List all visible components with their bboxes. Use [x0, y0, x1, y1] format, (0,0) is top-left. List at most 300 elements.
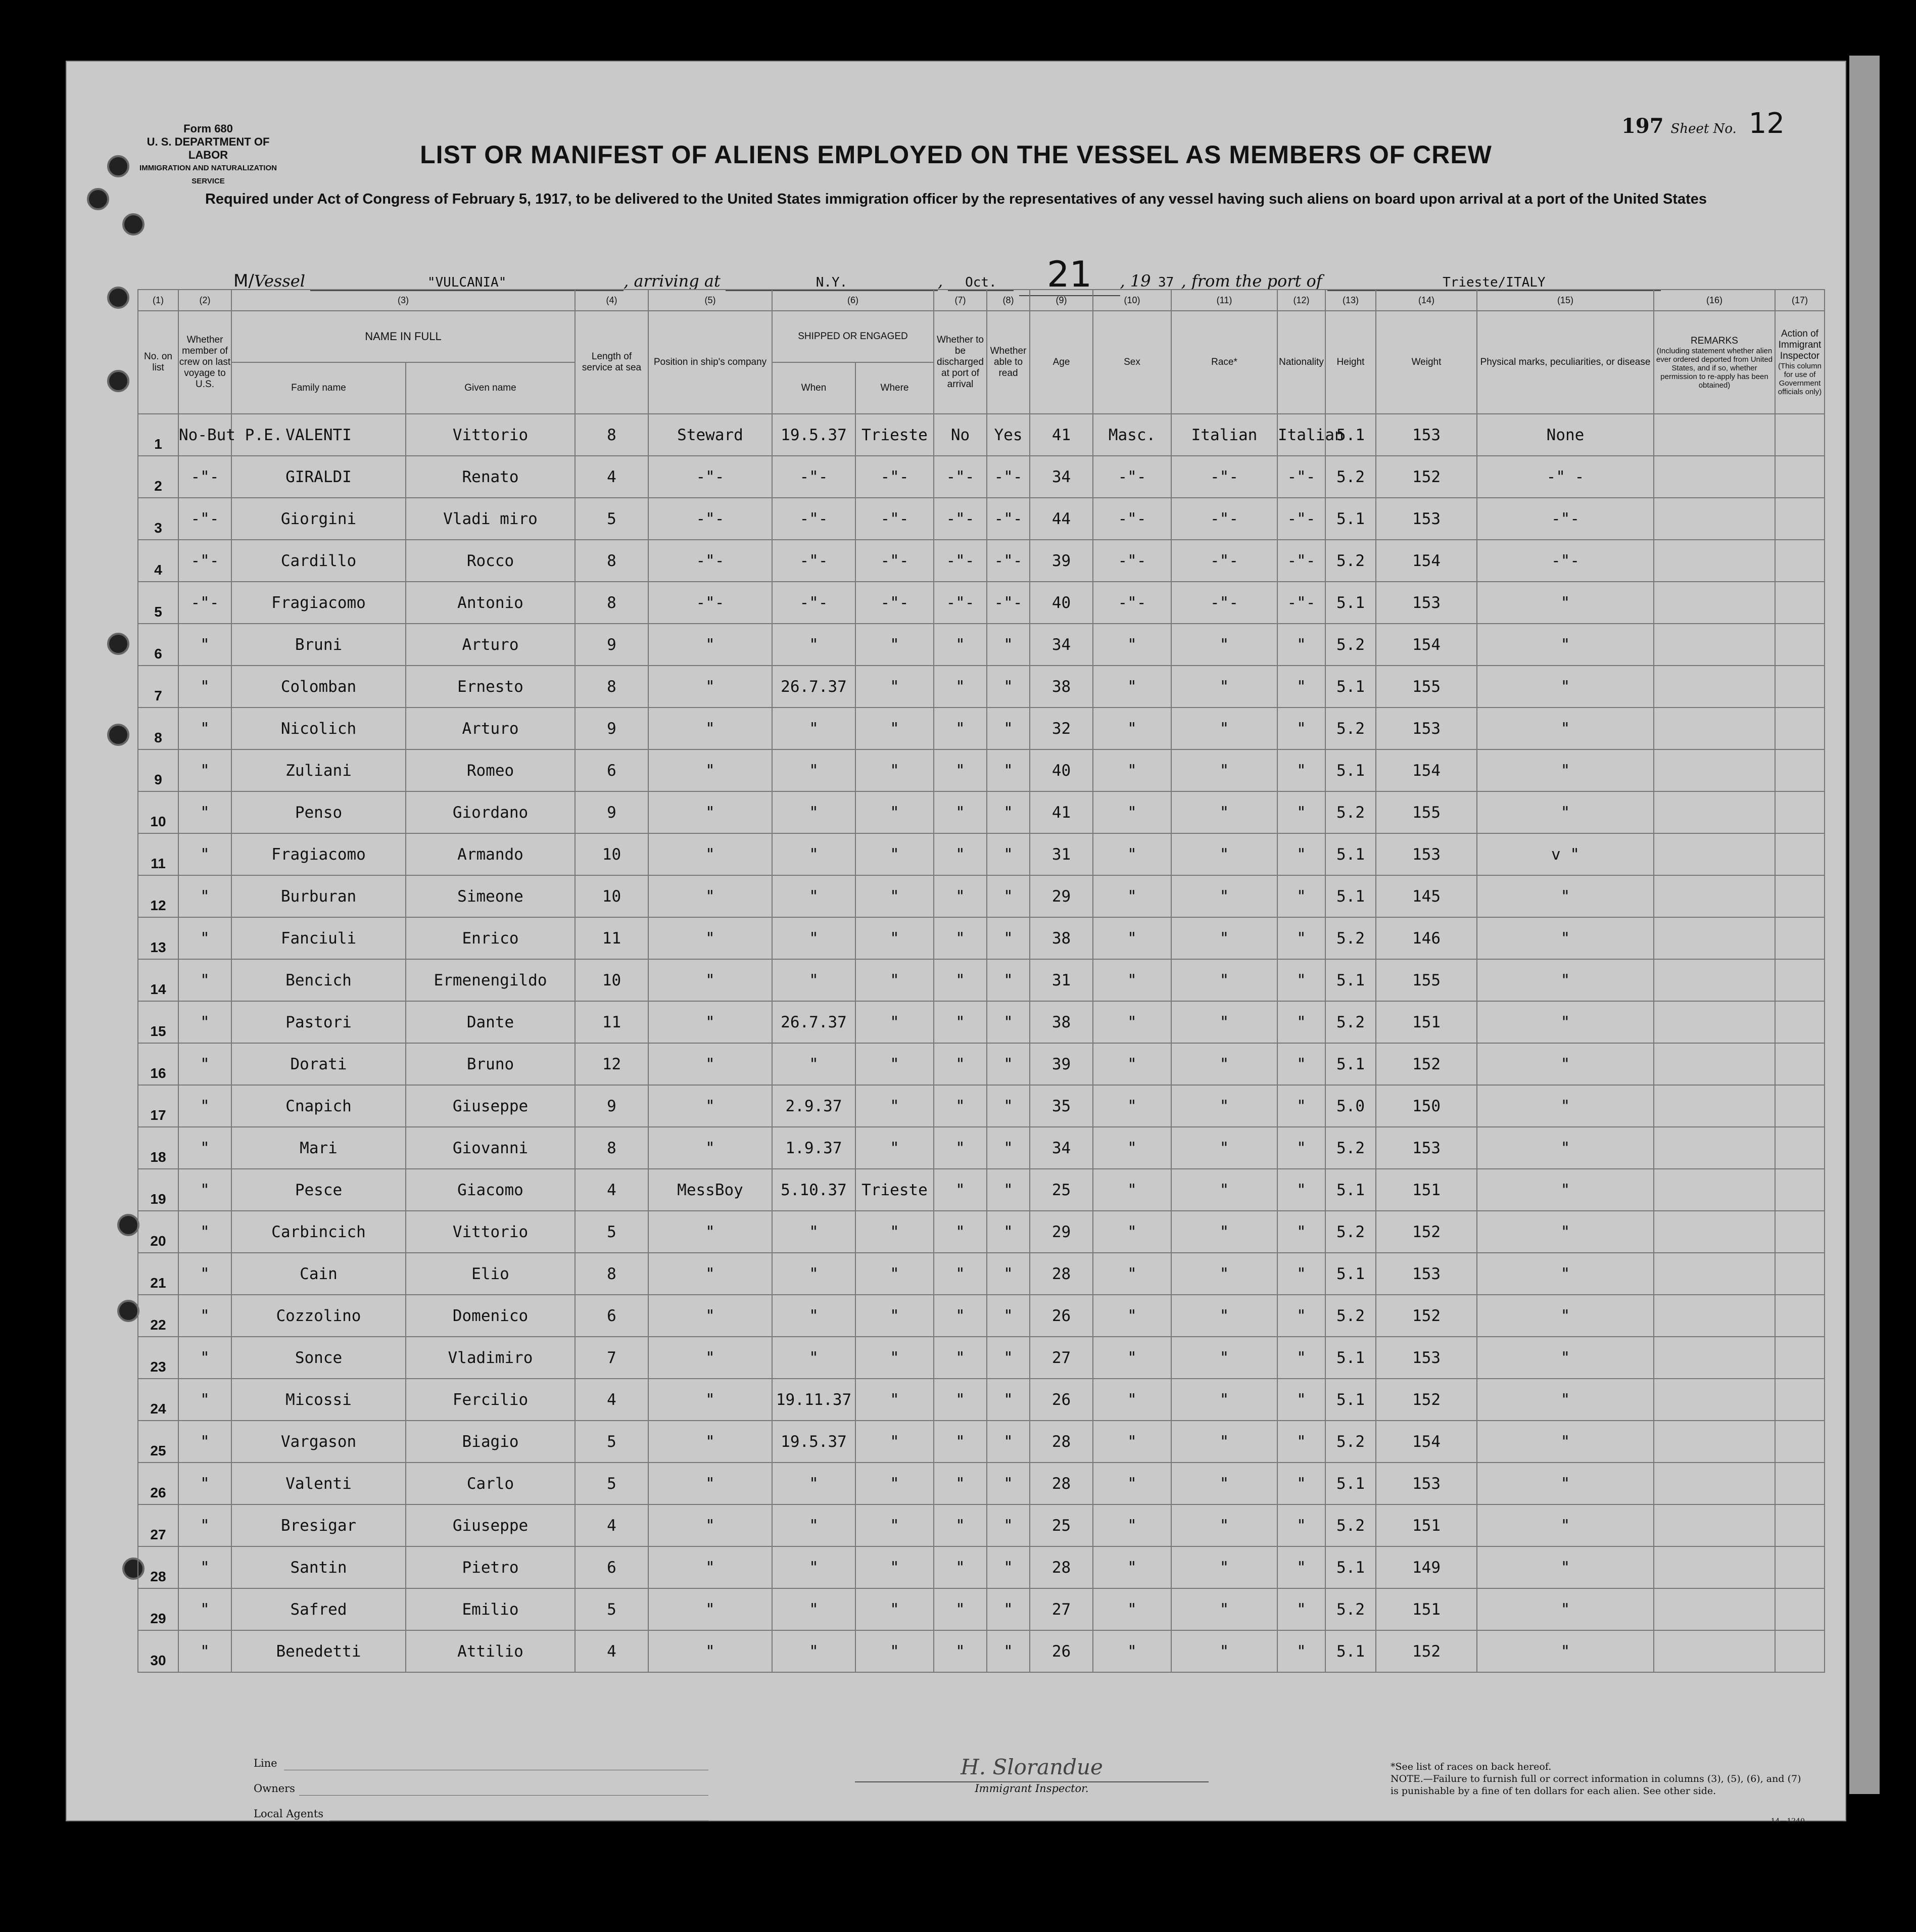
shipped-when-cell: " [772, 875, 855, 917]
sex-cell: Masc. [1093, 414, 1171, 456]
sex-cell: " [1093, 1463, 1171, 1504]
physical-marks-cell: " [1477, 1001, 1654, 1043]
nationality-cell: " [1277, 1546, 1325, 1588]
discharged-cell: " [934, 708, 987, 749]
binder-hole [107, 633, 129, 655]
table-row [138, 1295, 1825, 1337]
able-to-read-cell: " [987, 624, 1030, 666]
table-row [138, 540, 1825, 582]
weight-cell: 150 [1376, 1085, 1477, 1127]
weight-cell: 151 [1376, 1504, 1477, 1546]
sex-cell: " [1093, 1253, 1171, 1295]
position-cell: " [648, 1043, 772, 1085]
age-cell: 29 [1030, 1211, 1093, 1253]
race-cell: " [1171, 917, 1277, 959]
weight-cell: 155 [1376, 791, 1477, 833]
nationality-cell: -"- [1277, 456, 1325, 498]
length-of-service-cell: 8 [575, 1127, 648, 1169]
vessel-line: M/Vessel "VULCANIA" , arriving at N.Y. , Oct. 21 , 19 37 , from the port of Trieste/ITALY [233, 254, 1661, 296]
col-given-name: Given name [406, 362, 575, 414]
height-cell: 5.2 [1325, 1295, 1376, 1337]
age-cell: 44 [1030, 498, 1093, 540]
shipped-where-cell: " [855, 624, 934, 666]
position-cell: -"- [648, 456, 772, 498]
family-name-cell: Zuliani [231, 749, 406, 791]
height-cell: 5.1 [1325, 1043, 1376, 1085]
inspector-action-cell [1775, 917, 1825, 959]
col-age: Age [1030, 311, 1093, 414]
able-to-read-cell: " [987, 1211, 1030, 1253]
table-row [138, 875, 1825, 917]
physical-marks-cell: " [1477, 1546, 1654, 1588]
list-number-cell: 30 [138, 1630, 178, 1672]
nationality-cell: " [1277, 624, 1325, 666]
sex-cell: " [1093, 1546, 1171, 1588]
list-number-cell: 3 [138, 498, 178, 540]
footer-notes [1391, 1761, 1805, 1797]
length-of-service-cell: 8 [575, 540, 648, 582]
col-shipped-or-engaged: SHIPPED OR ENGAGED [772, 311, 934, 362]
table-row [138, 624, 1825, 666]
height-cell: 5.1 [1325, 1630, 1376, 1672]
weight-cell: 151 [1376, 1169, 1477, 1211]
shipped-when-cell: 19.5.37 [772, 1421, 855, 1463]
table-row [138, 833, 1825, 875]
given-name-cell: Domenico [406, 1295, 575, 1337]
previous-voyage-cell: " [178, 833, 231, 875]
col-list-number: No. on list [138, 311, 178, 414]
shipped-where-cell: -"- [855, 498, 934, 540]
position-cell: MessBoy [648, 1169, 772, 1211]
service-name: IMMIGRATION AND NATURALIZATION SERVICE [139, 164, 277, 185]
previous-voyage-cell: " [178, 959, 231, 1001]
physical-marks-cell: " [1477, 1253, 1654, 1295]
given-name-cell: Biagio [406, 1421, 575, 1463]
position-cell: " [648, 624, 772, 666]
inspector-label: Action of Immigrant Inspector [1778, 328, 1822, 361]
able-to-read-cell: -"- [987, 540, 1030, 582]
discharged-cell: No [934, 414, 987, 456]
race-cell: " [1171, 1588, 1277, 1630]
given-name-cell: Simeone [406, 875, 575, 917]
document-title: LIST OR MANIFEST OF ALIENS EMPLOYED ON THE VESSEL AS MEMBERS OF CREW [420, 140, 1492, 169]
length-of-service-cell: 9 [575, 708, 648, 749]
inspector-action-cell [1775, 1463, 1825, 1504]
discharged-cell: -"- [934, 498, 987, 540]
age-cell: 28 [1030, 1463, 1093, 1504]
given-name-cell: Vladi miro [406, 498, 575, 540]
discharged-cell: " [934, 1546, 987, 1588]
list-number-cell: 24 [138, 1379, 178, 1421]
family-name-cell: Benedetti [231, 1630, 406, 1672]
able-to-read-cell: " [987, 917, 1030, 959]
remarks-cell [1654, 749, 1775, 791]
shipped-where-cell: " [855, 1379, 934, 1421]
family-name-cell: Bencich [231, 959, 406, 1001]
form-number: Form 680 [183, 122, 233, 135]
table-row [138, 1421, 1825, 1463]
position-cell: -"- [648, 582, 772, 624]
shipped-where-cell: -"- [855, 456, 934, 498]
nationality-cell: -"- [1277, 582, 1325, 624]
physical-marks-cell: " [1477, 1295, 1654, 1337]
race-cell: -"- [1171, 498, 1277, 540]
height-cell: 5.1 [1325, 959, 1376, 1001]
inspector-signature: H. Slorandue [855, 1755, 1209, 1782]
physical-marks-cell: -"- [1477, 540, 1654, 582]
discharged-cell: " [934, 1463, 987, 1504]
list-number-cell: 20 [138, 1211, 178, 1253]
race-cell: " [1171, 1043, 1277, 1085]
shipped-where-cell: " [855, 708, 934, 749]
col-physical-marks: Physical marks, peculiarities, or disease [1477, 311, 1654, 414]
able-to-read-cell: " [987, 1421, 1030, 1463]
physical-marks-cell: " [1477, 1504, 1654, 1546]
given-name-cell: Antonio [406, 582, 575, 624]
race-cell: " [1171, 1253, 1277, 1295]
weight-cell: 153 [1376, 708, 1477, 749]
sex-cell: -"- [1093, 456, 1171, 498]
able-to-read-cell: " [987, 1379, 1030, 1421]
arrival-year: 37 [1158, 275, 1174, 290]
remarks-cell [1654, 1043, 1775, 1085]
list-number-cell: 22 [138, 1295, 178, 1337]
nationality-cell: Italian [1277, 414, 1325, 456]
able-to-read-cell: " [987, 1295, 1030, 1337]
table-row [138, 749, 1825, 791]
race-cell: " [1171, 791, 1277, 833]
shipped-when-cell: -"- [772, 498, 855, 540]
inspector-action-cell [1775, 1169, 1825, 1211]
shipped-where-cell: " [855, 749, 934, 791]
col-num: (10) [1093, 290, 1171, 311]
nationality-cell: " [1277, 1211, 1325, 1253]
list-number-cell: 8 [138, 708, 178, 749]
col-discharged: Whether to be discharged at port of arrival [934, 311, 987, 414]
height-cell: 5.2 [1325, 540, 1376, 582]
age-cell: 27 [1030, 1337, 1093, 1379]
discharged-cell: " [934, 624, 987, 666]
nationality-cell: " [1277, 1337, 1325, 1379]
sheet-prefix: 197 [1621, 114, 1664, 138]
shipped-where-cell: " [855, 1630, 934, 1672]
race-cell: -"- [1171, 582, 1277, 624]
table-row [138, 791, 1825, 833]
inspector-action-cell [1775, 749, 1825, 791]
family-name-cell: Fragiacomo [231, 833, 406, 875]
nationality-cell: -"- [1277, 498, 1325, 540]
position-cell: " [648, 1379, 772, 1421]
column-number-row [138, 290, 1825, 311]
length-of-service-cell: 4 [575, 1504, 648, 1546]
nationality-cell: " [1277, 791, 1325, 833]
position-cell: " [648, 875, 772, 917]
position-cell: " [648, 1463, 772, 1504]
length-of-service-cell: 6 [575, 749, 648, 791]
binder-hole [107, 287, 129, 309]
col-position: Position in ship's company [648, 311, 772, 414]
col-num: (15) [1477, 290, 1654, 311]
col-name-in-full: NAME IN FULL [231, 311, 575, 362]
table-row [138, 1337, 1825, 1379]
shipped-when-cell: " [772, 917, 855, 959]
table-row [138, 1043, 1825, 1085]
length-of-service-cell: 5 [575, 1211, 648, 1253]
discharged-cell: " [934, 1504, 987, 1546]
shipped-where-cell: " [855, 666, 934, 708]
weight-cell: 154 [1376, 1421, 1477, 1463]
physical-marks-cell: " [1477, 1588, 1654, 1630]
age-cell: 27 [1030, 1588, 1093, 1630]
nationality-cell: " [1277, 708, 1325, 749]
previous-voyage-cell: " [178, 1043, 231, 1085]
remarks-cell [1654, 959, 1775, 1001]
nationality-cell: " [1277, 959, 1325, 1001]
family-name-cell: Dorati [231, 1043, 406, 1085]
family-name-cell: Giorgini [231, 498, 406, 540]
length-of-service-cell: 10 [575, 833, 648, 875]
discharged-cell: " [934, 959, 987, 1001]
length-of-service-cell: 5 [575, 1588, 648, 1630]
remarks-cell [1654, 1295, 1775, 1337]
inspector-action-cell [1775, 1337, 1825, 1379]
weight-cell: 153 [1376, 582, 1477, 624]
length-of-service-cell: 8 [575, 666, 648, 708]
remarks-cell [1654, 498, 1775, 540]
sex-cell: " [1093, 1169, 1171, 1211]
inspector-action-cell [1775, 540, 1825, 582]
col-when: When [772, 362, 855, 414]
shipped-where-cell: " [855, 1001, 934, 1043]
inspector-action-cell [1775, 1043, 1825, 1085]
shipped-where-cell: -"- [855, 582, 934, 624]
length-of-service-cell: 10 [575, 875, 648, 917]
shipped-where-cell: Trieste [855, 414, 934, 456]
discharged-cell: " [934, 1295, 987, 1337]
shipped-when-cell: " [772, 708, 855, 749]
position-cell: " [648, 708, 772, 749]
race-cell: " [1171, 1463, 1277, 1504]
remarks-cell [1654, 708, 1775, 749]
col-num: (11) [1171, 290, 1277, 311]
position-cell: " [648, 959, 772, 1001]
position-cell: " [648, 1504, 772, 1546]
weight-cell: 152 [1376, 1043, 1477, 1085]
previous-voyage-cell: " [178, 1379, 231, 1421]
given-name-cell: Carlo [406, 1463, 575, 1504]
physical-marks-cell: " [1477, 1127, 1654, 1169]
physical-marks-cell: " [1477, 1463, 1654, 1504]
table-row [138, 1169, 1825, 1211]
sex-cell: " [1093, 1421, 1171, 1463]
crew-manifest-table [137, 289, 1825, 1673]
sex-cell: " [1093, 749, 1171, 791]
physical-marks-cell: " [1477, 1379, 1654, 1421]
able-to-read-cell: " [987, 666, 1030, 708]
position-cell: " [648, 917, 772, 959]
weight-cell: 145 [1376, 875, 1477, 917]
position-cell: " [648, 833, 772, 875]
discharged-cell: " [934, 1588, 987, 1630]
length-of-service-cell: 6 [575, 1295, 648, 1337]
shipped-where-cell: " [855, 1421, 934, 1463]
family-name-cell: Cardillo [231, 540, 406, 582]
physical-marks-cell: v " [1477, 833, 1654, 875]
given-name-cell: Ermenengildo [406, 959, 575, 1001]
family-name-cell: Pastori [231, 1001, 406, 1043]
height-cell: 5.1 [1325, 1253, 1376, 1295]
col-num: (14) [1376, 290, 1477, 311]
shipped-when-cell: " [772, 1043, 855, 1085]
col-race: Race* [1171, 311, 1277, 414]
physical-marks-cell: -"- [1477, 498, 1654, 540]
remarks-cell [1654, 1463, 1775, 1504]
inspector-action-cell [1775, 1211, 1825, 1253]
race-cell: " [1171, 875, 1277, 917]
discharged-cell: " [934, 1085, 987, 1127]
remarks-cell [1654, 1253, 1775, 1295]
family-name-cell: Nicolich [231, 708, 406, 749]
discharged-cell: -"- [934, 582, 987, 624]
given-name-cell: Pietro [406, 1546, 575, 1588]
nationality-cell: " [1277, 1379, 1325, 1421]
length-of-service-cell: 12 [575, 1043, 648, 1085]
previous-voyage-cell: " [178, 1211, 231, 1253]
position-cell: " [648, 1630, 772, 1672]
shipped-where-cell: " [855, 1337, 934, 1379]
race-cell: " [1171, 959, 1277, 1001]
nationality-cell: " [1277, 749, 1325, 791]
race-cell: " [1171, 833, 1277, 875]
inspector-action-cell [1775, 1546, 1825, 1588]
discharged-cell: -"- [934, 540, 987, 582]
nationality-cell: " [1277, 875, 1325, 917]
table-row [138, 414, 1825, 456]
nationality-cell: " [1277, 1588, 1325, 1630]
col-num: (17) [1775, 290, 1825, 311]
shipped-when-cell: " [772, 1504, 855, 1546]
given-name-cell: Vittorio [406, 414, 575, 456]
race-cell: " [1171, 1421, 1277, 1463]
shipped-when-cell: " [772, 1337, 855, 1379]
weight-cell: 153 [1376, 498, 1477, 540]
inspector-signature-block [855, 1755, 1209, 1795]
given-name-cell: Arturo [406, 708, 575, 749]
physical-marks-cell: None [1477, 414, 1654, 456]
race-cell: " [1171, 1001, 1277, 1043]
given-name-cell: Attilio [406, 1630, 575, 1672]
sex-cell: " [1093, 959, 1171, 1001]
race-cell: -"- [1171, 456, 1277, 498]
col-sex: Sex [1093, 311, 1171, 414]
shipped-where-cell: " [855, 1253, 934, 1295]
age-cell: 34 [1030, 1127, 1093, 1169]
list-number-cell: 7 [138, 666, 178, 708]
shipped-where-cell: " [855, 791, 934, 833]
sex-cell: " [1093, 1085, 1171, 1127]
arrival-day: 21 [1019, 254, 1120, 296]
height-cell: 5.1 [1325, 1463, 1376, 1504]
length-of-service-cell: 9 [575, 624, 648, 666]
shipped-where-cell: " [855, 917, 934, 959]
height-cell: 5.2 [1325, 917, 1376, 959]
weight-cell: 154 [1376, 540, 1477, 582]
position-cell: " [648, 1085, 772, 1127]
sheet-number: 12 [1748, 107, 1785, 140]
shipped-when-cell: 19.11.37 [772, 1379, 855, 1421]
binder-hole [107, 370, 129, 392]
list-number-cell: 23 [138, 1337, 178, 1379]
list-number-cell: 5 [138, 582, 178, 624]
agents-label: Local Agents [254, 1808, 324, 1820]
weight-cell: 153 [1376, 833, 1477, 875]
physical-marks-cell: " [1477, 1169, 1654, 1211]
shipped-where-cell: " [855, 1295, 934, 1337]
shipped-where-cell: " [855, 1546, 934, 1588]
physical-marks-cell: " [1477, 959, 1654, 1001]
remarks-cell [1654, 666, 1775, 708]
shipped-when-cell: " [772, 959, 855, 1001]
shipped-when-cell: " [772, 749, 855, 791]
inspector-action-cell [1775, 498, 1825, 540]
shipped-when-cell: " [772, 1463, 855, 1504]
weight-cell: 154 [1376, 749, 1477, 791]
inspector-action-cell [1775, 1588, 1825, 1630]
given-name-cell: Bruno [406, 1043, 575, 1085]
able-to-read-cell: " [987, 749, 1030, 791]
remarks-cell [1654, 1630, 1775, 1672]
height-cell: 5.2 [1325, 1001, 1376, 1043]
weight-cell: 153 [1376, 1127, 1477, 1169]
physical-marks-cell: -" - [1477, 456, 1654, 498]
col-num: (12) [1277, 290, 1325, 311]
sex-cell: " [1093, 1043, 1171, 1085]
inspector-action-cell [1775, 1379, 1825, 1421]
position-cell: -"- [648, 498, 772, 540]
inspector-action-cell [1775, 414, 1825, 456]
vessel-prefix: M/ [233, 271, 254, 291]
family-name-cell: Vargason [231, 1421, 406, 1463]
sheet-number-block [1621, 107, 1785, 140]
able-to-read-cell: " [987, 1588, 1030, 1630]
binder-hole [117, 1300, 139, 1322]
weight-cell: 154 [1376, 624, 1477, 666]
remarks-cell [1654, 540, 1775, 582]
height-cell: 5.1 [1325, 1337, 1376, 1379]
remarks-cell [1654, 1546, 1775, 1588]
table-row [138, 1546, 1825, 1588]
age-cell: 34 [1030, 624, 1093, 666]
inspector-action-cell [1775, 875, 1825, 917]
position-cell: " [648, 1127, 772, 1169]
previous-voyage-cell: " [178, 666, 231, 708]
nationality-cell: -"- [1277, 540, 1325, 582]
physical-marks-cell: " [1477, 749, 1654, 791]
race-cell: " [1171, 1337, 1277, 1379]
age-cell: 28 [1030, 1253, 1093, 1295]
shipped-when-cell: 19.5.37 [772, 414, 855, 456]
able-to-read-cell: " [987, 1463, 1030, 1504]
length-of-service-cell: 6 [575, 1546, 648, 1588]
physical-marks-cell: " [1477, 1043, 1654, 1085]
age-cell: 28 [1030, 1546, 1093, 1588]
race-cell: " [1171, 1295, 1277, 1337]
race-cell: Italian [1171, 414, 1277, 456]
discharged-cell: " [934, 1001, 987, 1043]
able-to-read-cell: " [987, 1001, 1030, 1043]
discharged-cell: " [934, 1379, 987, 1421]
family-name-cell: Fanciuli [231, 917, 406, 959]
